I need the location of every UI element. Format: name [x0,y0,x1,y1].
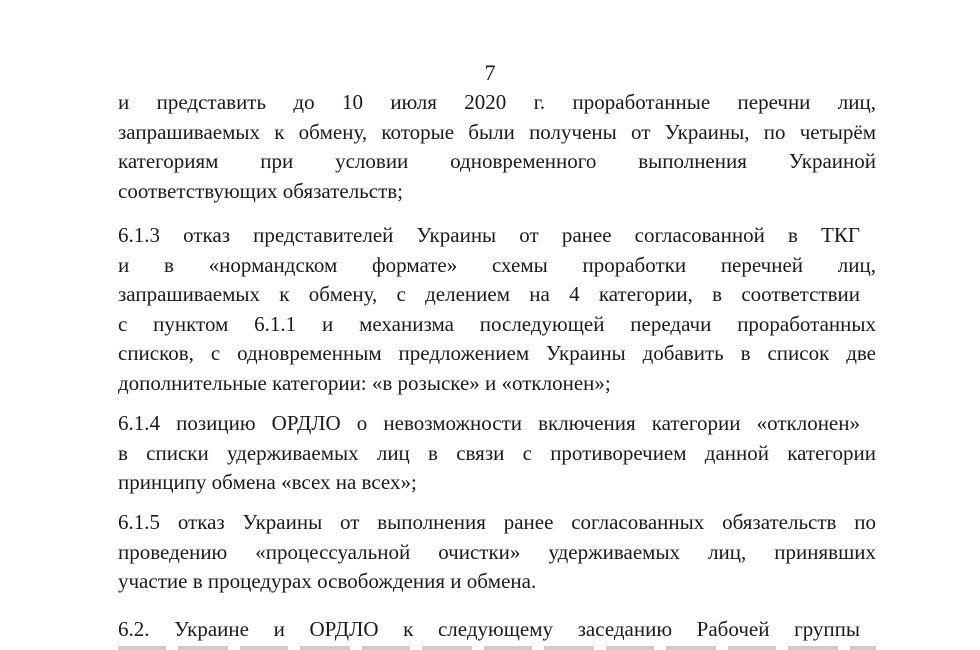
text-line: 6.1.5 отказ Украины от выполнения ранее согласованных обязательств по [118,510,876,534]
text-line: 6.1.4 позицию ОРДЛО о невозможности включения категории «отклонен» [118,411,860,435]
text-line: участие в процедурах освобождения и обмена. [118,569,537,593]
cut-off-next-line [118,640,876,650]
text-line: принципу обмена «всех на всех»; [118,470,417,494]
page-number: 7 [484,60,496,85]
text-line: 6.1.3 отказ представителей Украины от ранее согласованной в ТКГ [118,223,860,247]
text-line: дополнительные категории: «в розыске» и «отклонен»; [118,370,611,395]
text-line: запрашиваемых к обмену, с делением на 4 категории, в соответствии [118,282,860,306]
paragraph-6-1-4 [118,409,876,498]
text-line: и в «нормандском формате» схемы проработки перечней лиц, [118,252,876,277]
paragraph-continuation [118,88,876,206]
text-line: категориям при условии одновременного выполнения Украиной [118,149,876,173]
text-line: 6.2. Украине и ОРДЛО к следующему заседанию Рабочей группы [118,617,860,641]
text-line: запрашиваемых к обмену, которые были получены от Украины, по четырём [118,119,876,144]
text-line: в списки удерживаемых лиц в связи с противоречием данной категории [118,440,876,465]
paragraph-6-1-3 [118,221,876,398]
text-line: проведению «процессуальной очистки» удерживаемых лиц, принявших [118,539,876,564]
text-line: с пунктом 6.1.1 и механизма последующей передачи проработанных [118,311,876,336]
paragraph-6-1-5 [118,508,876,597]
text-line: списков, с одновременным предложением Украины добавить в список две [118,341,876,365]
text-line: соответствующих обязательств; [118,178,404,203]
text-line: и представить до 10 июля 2020 г. проработанные перечни лиц, [118,90,876,114]
